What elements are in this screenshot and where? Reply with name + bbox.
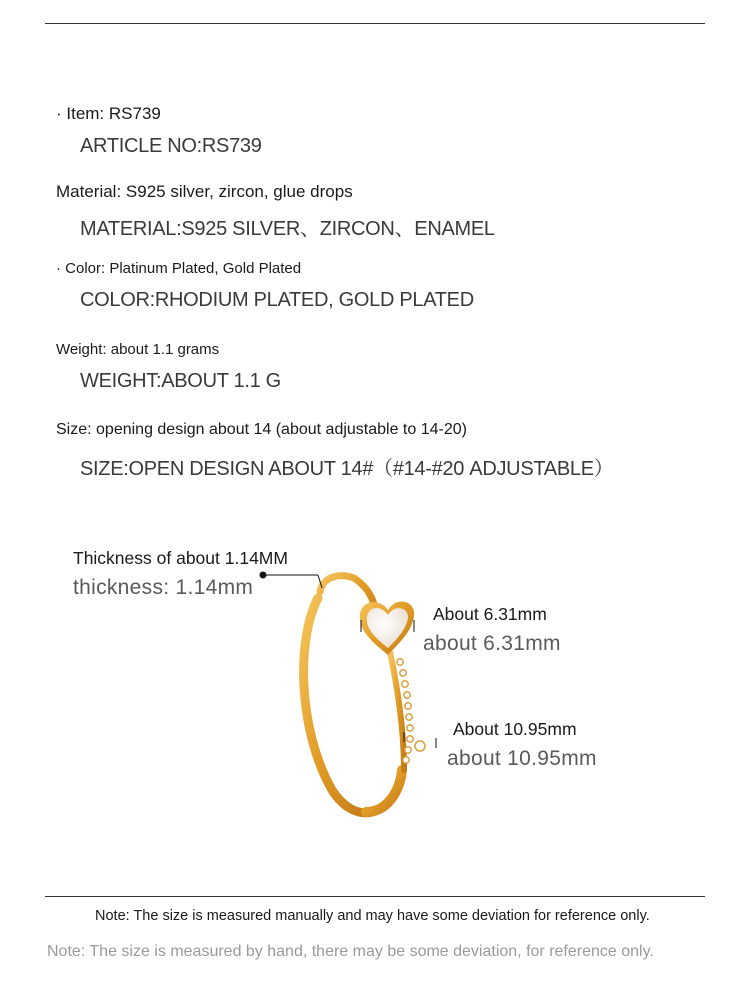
material-label: Material: S925 silver, zircon, glue drops bbox=[56, 182, 353, 201]
size-label: Size: opening design about 14 (about adjustable to 14-20) bbox=[56, 421, 467, 438]
length-label-alt: about 10.95mm bbox=[447, 747, 597, 770]
material-value: MATERIAL:S925 SILVER、ZIRCON、ENAMEL bbox=[80, 218, 495, 240]
color-value: COLOR:RHODIUM PLATED, GOLD PLATED bbox=[80, 289, 474, 311]
bottom-divider bbox=[45, 896, 705, 897]
weight-label: Weight: about 1.1 grams bbox=[56, 341, 220, 358]
heart-size-label: About 6.31mm bbox=[433, 604, 547, 624]
measurement-note-alt: Note: The size is measured by hand, there may be some deviation, for reference only. bbox=[47, 943, 654, 960]
measurement-note: Note: The size is measured manually and may have some deviation for reference only. bbox=[95, 908, 650, 924]
thickness-label: Thickness of about 1.14MM bbox=[73, 548, 288, 568]
thickness-label-alt: thickness: 1.14mm bbox=[73, 576, 254, 599]
heart-size-label-alt: about 6.31mm bbox=[423, 632, 561, 655]
pointer-lines bbox=[260, 572, 436, 748]
weight-value: WEIGHT:ABOUT 1.1 G bbox=[80, 370, 281, 392]
article-number: ARTICLE NO:RS739 bbox=[80, 135, 262, 157]
color-label: · Color: Platinum Plated, Gold Plated bbox=[56, 260, 302, 277]
item-label: · Item: RS739 bbox=[56, 104, 161, 123]
size-value: SIZE:OPEN DESIGN ABOUT 14#（#14-#20 ADJUSTABLE） bbox=[80, 458, 614, 480]
ring-band-back bbox=[304, 598, 372, 813]
ring-band-lower bbox=[366, 770, 402, 812]
length-label: About 10.95mm bbox=[453, 719, 577, 739]
